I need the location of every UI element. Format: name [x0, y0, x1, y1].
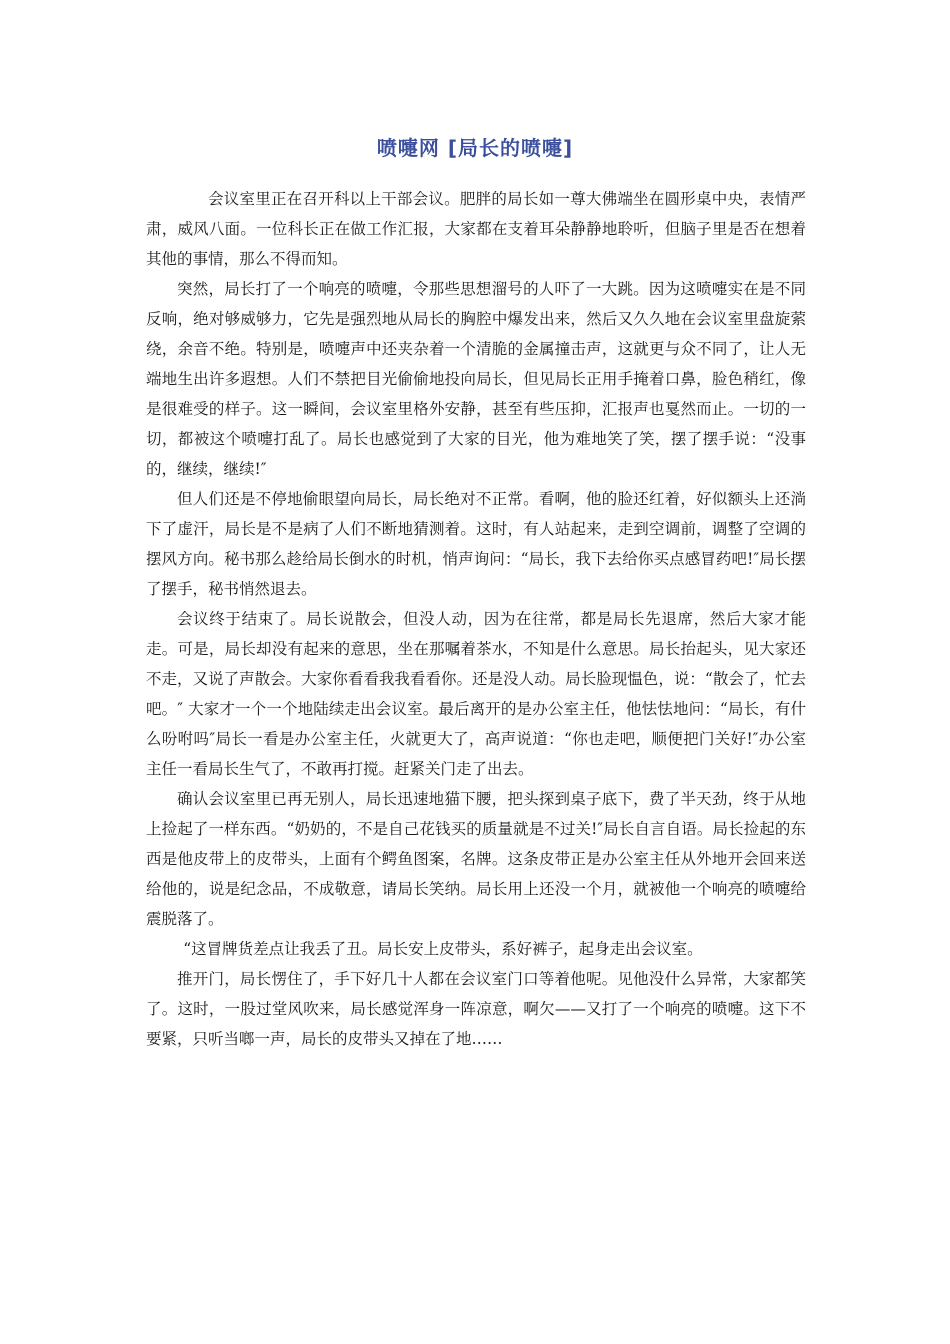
document-title: 喷嚏网 [局长的喷嚏] — [376, 136, 574, 160]
paragraph-2: 突然，局长打了一个响亮的喷嚏，令那些思想溜号的人吓了一大跳。因为这喷嚏实在是不同反响，绝对够威够力，它先是强烈地从局长的胸腔中爆发出来，然后又久久地在会议室里盘旋萦绕，余音不绝。特别是，喷嚏声中还夹杂着一个清脆的金属撞击声，这就更与众不同了，让人无端地生出许多遐想。人们不禁把目光偷偷地投向局长，但见局长正用手掩着口鼻，脸色稍红，像是很难受的样子。这一瞬间，会议室里格外安静，甚至有些压抑，汇报声也戛然而止。一切的一切，都被这个喷嚏打乱了。局长也感觉到了大家的目光，他为难地笑了笑，摆了摆手说：“没事的，继续，继续!″ — [146, 280, 806, 478]
paragraph-1: 会议室里正在召开科以上干部会议。肥胖的局长如一尊大佛端坐在圆形桌中央，表情严肃，威风八面。一位科长正在做工作汇报，大家都在支着耳朵静静地聆听，但脑子里是否在想着其他的事情，那么不得而知。 — [146, 190, 806, 268]
paragraph-4: 会议终于结束了。局长说散会，但没人动，因为在往常，都是局长先退席，然后大家才能走。可是，局长却没有起来的意思，坐在那嘱着茶水，不知是什么意思。局长抬起头，见大家还不走，又说了声散会。大家你看看我我看看你。还是没人动。局长脸现愠色，说：“散会了，忙去吧。″ 大家才一个一个地陆续走出会议室。最后离开的是办公室主任，他怯怯地问：“局长，有什么吩咐吗″局长一看是办公室主任，火就更大了，高声说道：“你也走吧，顺便把门关好!″办公室主任一看局长生气了，不敢再打搅。赶紧关门走了出去。 — [146, 610, 806, 778]
article-body — [146, 184, 806, 1054]
paragraph-3: 但人们还是不停地偷眼望向局长，局长绝对不正常。看啊，他的脸还红着，好似额头上还淌下了虚汗，局长是不是病了人们不断地猜测着。这时，有人站起来，走到空调前，调整了空调的摆风方向。秘书那么趁给局长倒水的时机，悄声询问：“局长，我下去给你买点感冒药吧!″局长摆了摆手，秘书悄然退去。 — [146, 490, 806, 598]
paragraph-5: 确认会议室里已再无别人，局长迅速地猫下腰，把头探到桌子底下，费了半天劲，终于从地上捡起了一样东西。“奶奶的，不是自己花钱买的质量就是不过关!″局长自言自语。局长捡起的东西是他皮带上的皮带头，上面有个鳄鱼图案，名牌。这条皮带正是办公室主任从外地开会回来送给他的，说是纪念品，不成敬意，请局长笑纳。局长用上还没一个月，就被他一个响亮的喷嚏给震脱落了。 — [146, 790, 806, 928]
paragraph-7: 推开门，局长愣住了，手下好几十人都在会议室门口等着他呢。见他没什么异常，大家都笑了。这时，一股过堂风吹来，局长感觉浑身一阵凉意，啊欠——又打了一个响亮的喷嚏。这下不要紧，只听当啷一声，局长的皮带头又掉在了地…… — [146, 970, 806, 1048]
paragraph-6: “这冒牌货差点让我丢了丑。局长安上皮带头，系好裤子，起身走出会议室。 — [183, 940, 703, 958]
